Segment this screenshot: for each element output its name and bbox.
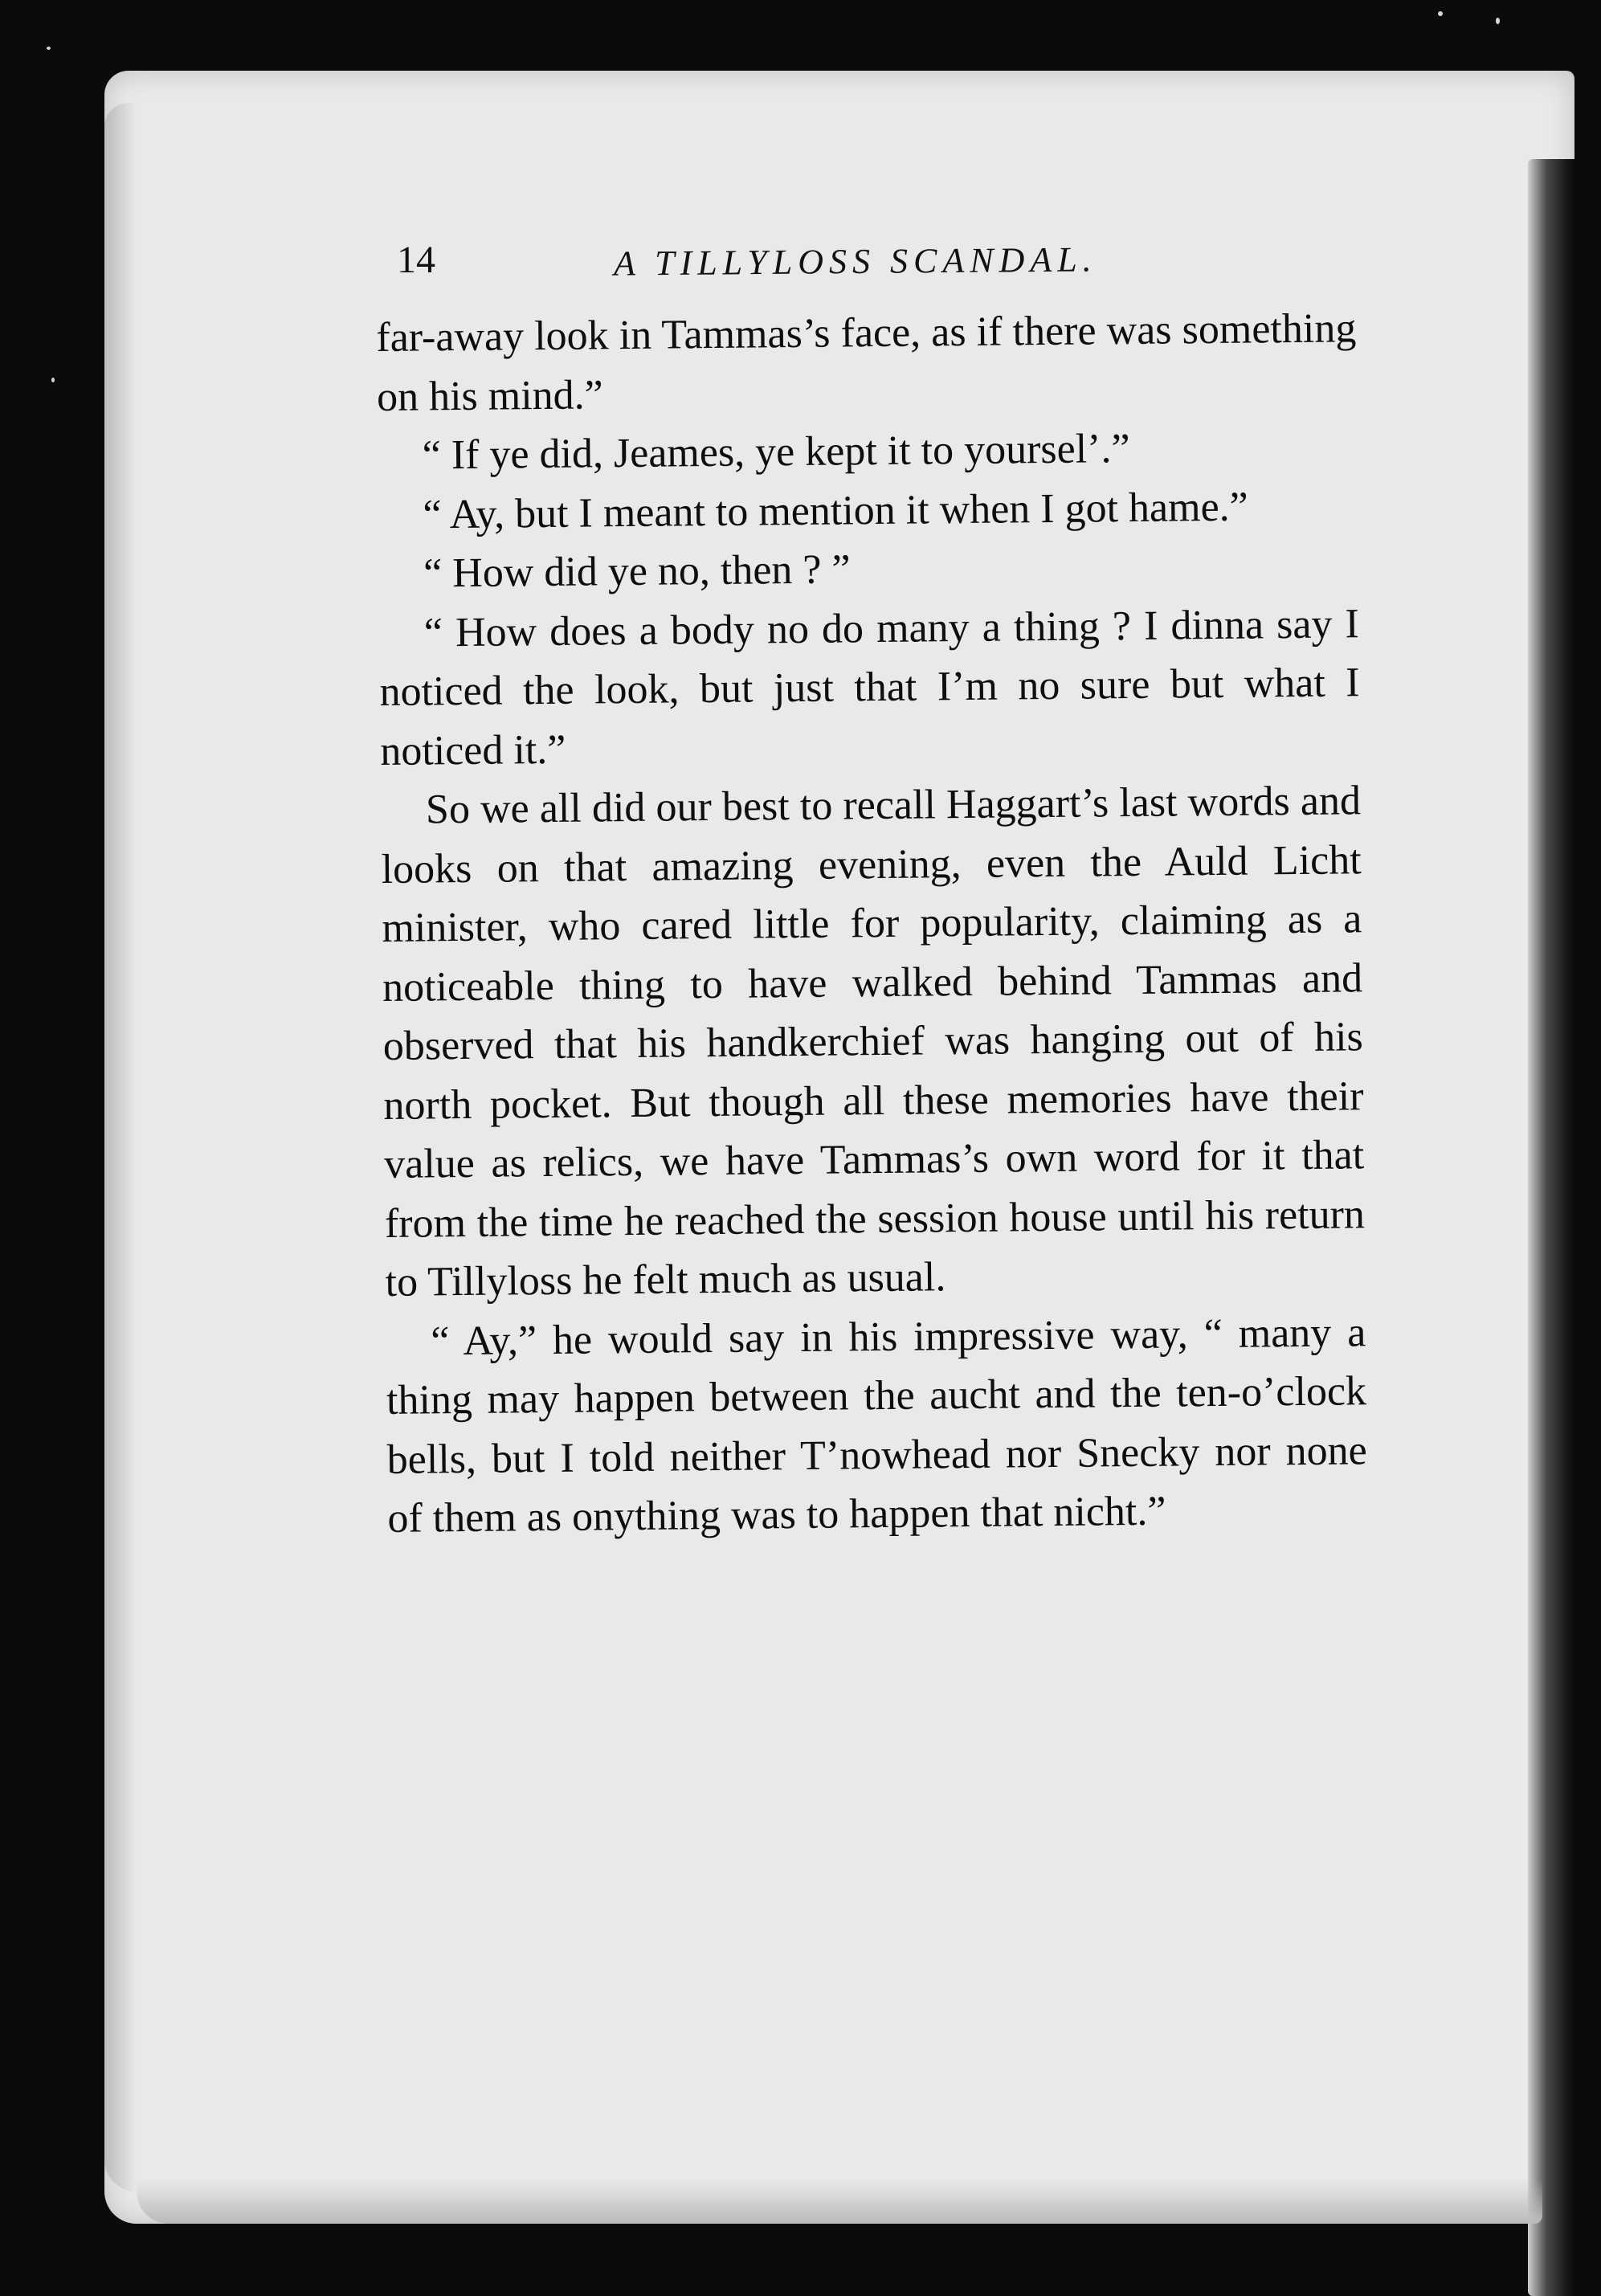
paragraph: “ How did ye no, then ? ”: [423, 546, 851, 597]
paragraph: “ If ye did, Jeames, ye kept it to yoursel’.”: [422, 426, 1130, 479]
paragraph: “ Ay,” he would say in his impressive way, “ many a thing may happen between the aucht and the ten-o’clock bells, but I told neither T’nowhead nor Snecky nor none of them as onything was to happen that nicht.”: [386, 1309, 1367, 1542]
scan-speck: [51, 378, 55, 382]
page-number: 14: [397, 239, 435, 281]
scan-speck: [1438, 11, 1443, 16]
paragraph: far-away look in Tammas’s face, as if there was something on his mind.”: [376, 305, 1357, 420]
page-text: [376, 299, 1368, 1548]
scan-speck: [47, 47, 51, 50]
running-title: A TILLYLOSS SCANDAL.: [613, 239, 1097, 284]
paragraph: “ How does a body no do many a thing ? I dinna say I noticed the look, but just that I’m no sure but what I noticed it.”: [379, 600, 1360, 774]
paragraph: So we all did our best to recall Haggart’s last words and looks on that amazing evening, even the Auld Licht minister, who cared little for popularity, claiming as a noticeable thing to have walked behind Tammas and observed that his handkerchief was hanging out of his north pocket. But though all these memories have their value as relics, we have Tammas’s own word for it that from the time he reached the session house until his return to Tillyloss he felt much as usual.: [381, 778, 1366, 1305]
paragraph: “ Ay, but I meant to mention it when I got hame.”: [423, 484, 1248, 537]
page-edge-shadow: [1528, 159, 1574, 2296]
scan-speck: [1496, 18, 1500, 24]
running-head: [397, 230, 1361, 302]
